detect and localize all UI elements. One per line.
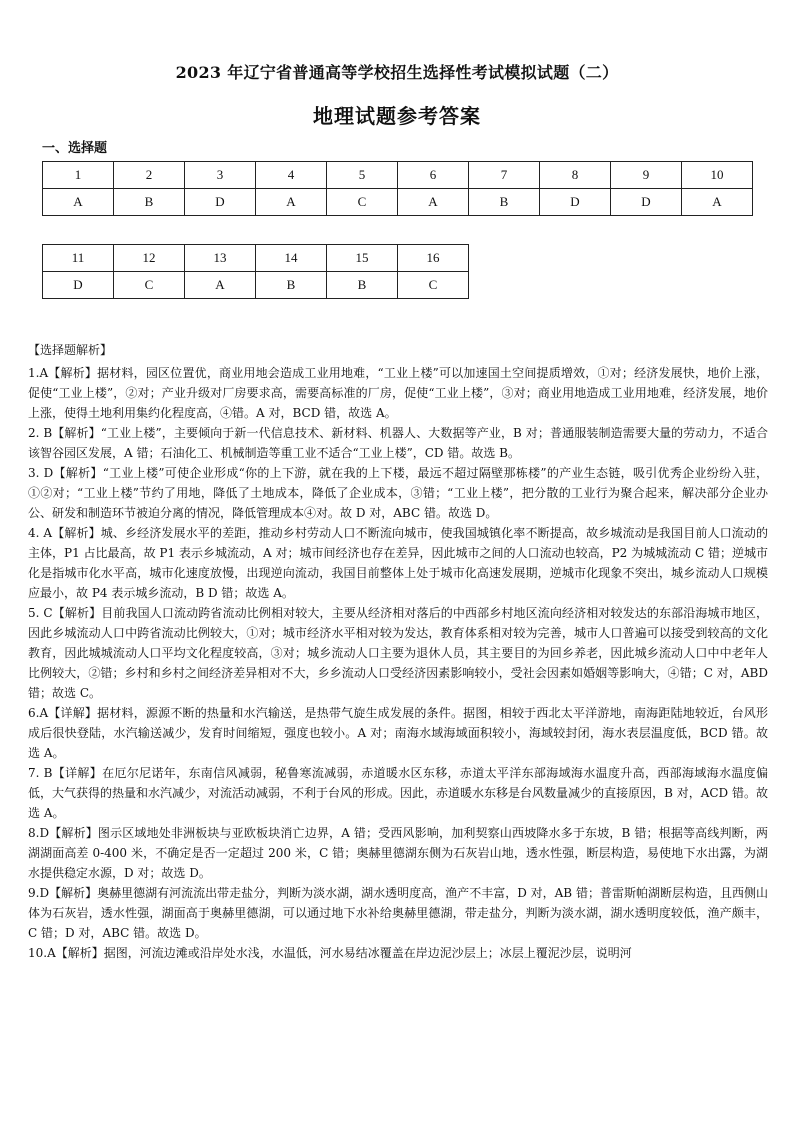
answer-cell: C <box>398 272 469 299</box>
question-number: 10 <box>682 162 753 189</box>
answer-table-2 <box>42 244 469 299</box>
answer-cell: C <box>114 272 185 299</box>
question-number: 15 <box>327 245 398 272</box>
answer-cell: A <box>43 189 114 216</box>
answer-cell: B <box>256 272 327 299</box>
answer-cell: D <box>43 272 114 299</box>
analysis-item: 8.D【解析】图示区域地处非洲板块与亚欧板块消亡边界，A 错；受西风影响，加利契察山西坡降水多于东坡，B 错；根据等高线判断，两湖湖面高差 0-400 米，不确定是否一定超过 200 米，C 错；奥赫里德湖东侧为石灰岩山地，透水性强，断层构造，易使地下水出露，为湖水提供稳定水源，D 对；故选 D。 <box>28 826 768 880</box>
analysis-item: 4. A【解析】城、乡经济发展水平的差距，推动乡村劳动人口不断流向城市，使我国城镇化率不断提高，故乡城流动是我国目前人口流动的主体，P1 占比最高，故 P1 表示乡城流动，A 对；城市间经济也存在差异，因此城市之间的人口流动也较高，P2 为城城流动 C 错；逆城市化是指城市化水平高，城市化速度放慢，出现逆向流动，我国目前整体上处于城市化高速发展期，逆城市化现象不突出，城乡流动人口规模应最小，故 P4 表示城乡流动，B D 错；故选 A。 <box>28 526 768 600</box>
table-row-answers <box>43 272 469 299</box>
question-number: 3 <box>185 162 256 189</box>
analysis-item: 7. B【详解】在厄尔尼诺年，东南信风减弱，秘鲁寒流减弱，赤道暖水区东移，赤道太平洋东部海域海水温度升高，西部海域海水温度偏低，大气获得的热量和水汽减少，对流活动减弱，不利于台风的形成。因此，赤道暖水东移是台风数量减少的直接原因，B 对，ACD 错。故选 A。 <box>28 766 768 820</box>
answer-cell: D <box>540 189 611 216</box>
document-subtitle: 地理试题参考答案 <box>313 104 481 128</box>
section-heading: 一、选择题 <box>42 141 108 156</box>
answer-cell: A <box>398 189 469 216</box>
answer-table-1 <box>42 161 753 216</box>
question-number: 9 <box>611 162 682 189</box>
answer-cell: B <box>327 272 398 299</box>
question-number: 14 <box>256 245 327 272</box>
table-row-numbers <box>43 162 753 189</box>
question-number: 12 <box>114 245 185 272</box>
answer-cell: C <box>327 189 398 216</box>
analysis-item: 5. C【解析】目前我国人口流动跨省流动比例相对较大，主要从经济相对落后的中西部乡村地区流向经济相对较发达的东部沿海城市地区，因此乡城流动人口中跨省流动比例较大，①对；城市经济水平相对较为发达，教育体系相对较为完善，城市人口普遍可以接受到较高的文化教育，因此城城流动人口平均文化程度较高，③对；城乡流动人口主要为退休人员，其主要目的为回乡养老，因此城乡流动人口中中老年人比例较大，②错；乡村和乡村之间经济差异相对不大，乡乡流动人口受经济因素影响较小，受社会因素如婚姻等影响大，④错；C 对，ABD 错；故选 C。 <box>28 606 768 700</box>
answer-cell: D <box>185 189 256 216</box>
question-number: 16 <box>398 245 469 272</box>
answer-cell: D <box>611 189 682 216</box>
question-number: 6 <box>398 162 469 189</box>
answer-cell: A <box>185 272 256 299</box>
question-number: 1 <box>43 162 114 189</box>
analysis-item: 10.A【解析】据图，河流边滩或沿岸处水浅，水温低，河水易结冰覆盖在岸边泥沙层上；冰层上覆泥沙层，说明河 <box>28 946 632 960</box>
question-number: 8 <box>540 162 611 189</box>
document-title: 2023 年辽宁省普通高等学校招生选择性考试模拟试题（二） <box>175 63 619 82</box>
analysis-section <box>28 340 768 963</box>
table-row-numbers <box>43 245 469 272</box>
question-number: 5 <box>327 162 398 189</box>
answer-cell: A <box>256 189 327 216</box>
question-number: 7 <box>469 162 540 189</box>
analysis-heading: 【选择题解析】 <box>28 343 113 357</box>
analysis-item: 9.D【解析】奥赫里德湖有河流流出带走盐分，判断为淡水湖，湖水透明度高，渔产不丰富，D 对，AB 错；普雷斯帕湖断层构造，且西侧山体为石灰岩，透水性强，湖面高于奥赫里德湖，可以通过地下水补给奥赫里德湖，带走盐分，判断为淡水湖，湖水透明度较低，渔产颇丰，C 错；D 对，ABC 错。故选 D。 <box>28 886 768 940</box>
question-number: 11 <box>43 245 114 272</box>
analysis-item: 2. B【解析】“工业上楼”，主要倾向于新一代信息技术、新材料、机器人、大数据等产业，B 对；普通服装制造需要大量的劳动力，不适合该智谷园区发展，A 错；石油化工、机械制造等重工业不适合“工业上楼”，CD 错。故选 B。 <box>28 426 768 460</box>
analysis-item: 1.A【解析】据材料，园区位置优，商业用地会造成工业用地难，“工业上楼”可以加速国土空间提质增效，①对；经济发展快，地价上涨，促使“工业上楼”，②对；产业升级对厂房要求高，需要高标准的厂房，促使“工业上楼”，③对；商业用地造成工业用地难，经济发展，地价上涨，使得土地利用集约化程度高，④错。A 对，BCD 错，故选 A。 <box>28 366 768 420</box>
analysis-item: 3. D【解析】“工业上楼”可使企业形成“你的上下游，就在我的上下楼，最远不超过隔壁那栋楼”的产业生态链，吸引优秀企业纷纷入驻，①②对；“工业上楼”节约了用地，降低了土地成本，降低了企业成本，③错；“工业上楼”，把分散的工业行为聚合起来，解决部分企业办公、研发和制造环节被迫分离的情况，降低管理成本④对。故 D 对，ABC 错。故选 D。 <box>28 466 768 520</box>
analysis-item: 6.A【详解】据材料，源源不断的热量和水汽输送，是热带气旋生成发展的条件。据图，相较于西北太平洋游地，南海距陆地较近，台风形成后很快登陆，水汽输送减少，发育时间缩短，强度也较小。A 对；南海水域海域面积较小，海域较封闭，海水表层温度低，BCD 错。故选 A。 <box>28 706 768 760</box>
question-number: 4 <box>256 162 327 189</box>
answer-cell: A <box>682 189 753 216</box>
answer-cell: B <box>469 189 540 216</box>
table-row-answers <box>43 189 753 216</box>
question-number: 2 <box>114 162 185 189</box>
question-number: 13 <box>185 245 256 272</box>
answer-cell: B <box>114 189 185 216</box>
